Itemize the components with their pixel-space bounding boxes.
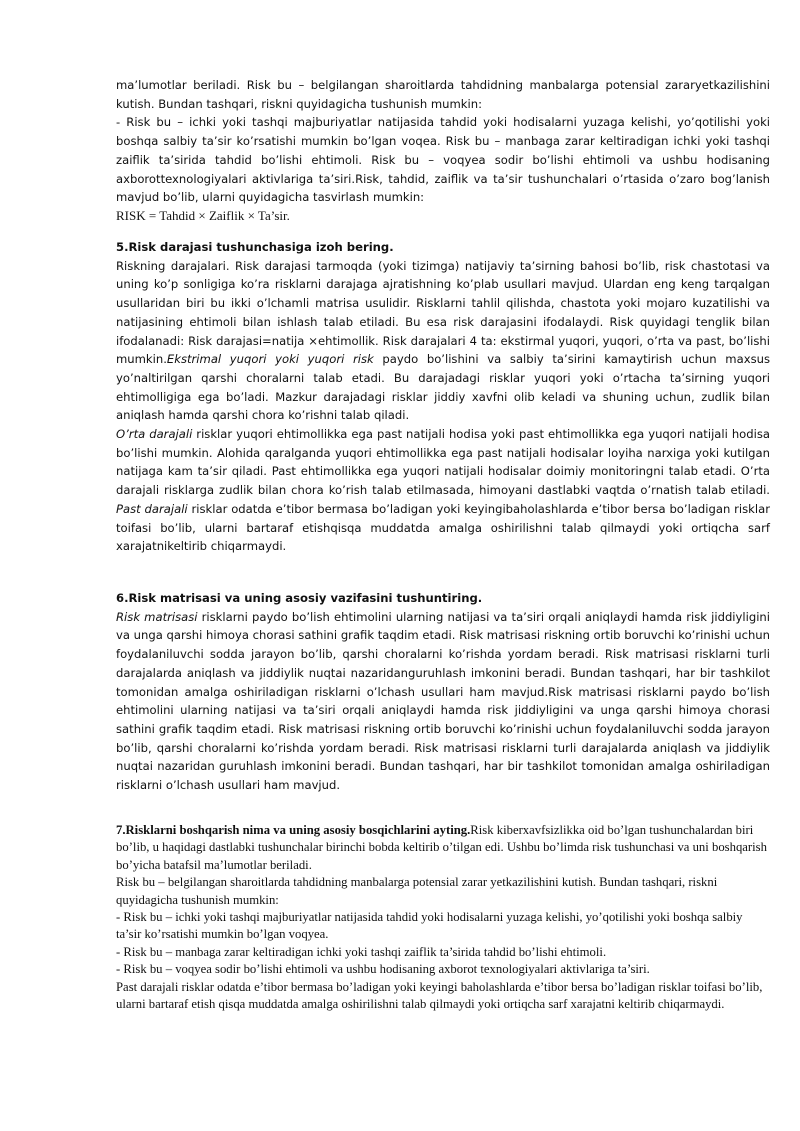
section-5-paragraph-2: O’rta darajali risklar yuqori ehtimollikka ega past natijali hodisa yoki past ehtimollikka ega yuqori natijali hodisa bo’lishi mumkin. Alohida qaralganda yuqori ehtimollikka ega past natijali hodisalar loyiha narxiga yoki kutilgan natijaga kam ta’sir qiladi. Past ehtimollikka ega yuqori natijali hodisalar doimiy monitoringni talab etadi. O’rta darajali risklarga zudlik bilan chora ko’rish talab etilmasada, himoyani dastlabki vaqtda o’rnatish talab etiladi. Past darajali risklar odatda e’tibor bermasa bo’ladigan yoki keyingibaholashlarda e’tibor bersa bo’ladigan risklar toifasi bo’lib, ularni bartaraf etishqisqa muddatda amalga oshirilishni talab qilmaydi yoki ortiqcha sarf xarajatnikeltirib chiqarmaydi. [116,427,770,554]
intro-block [116,76,770,226]
section-7-paragraph-3: Past darajali risklar odatda e’tibor bermasa bo’ladigan yoki keyingi baholashlarda e’tibor bersa bo’ladigan risklar toifasi bo’lib, ularni bartaraf etish qisqa muddatda amalga oshirilishni talab qilmaydi yoki ortiqcha sarf xarajatni keltirib chiqarmaydi. [116,979,763,1012]
section-5 [116,238,770,556]
intro-paragraph: ma’lumotlar beriladi. Risk bu – belgilangan sharoitlarda tahdidning manbalarga potensial zararyetkazilishini kutish. Bundan tashqari, riskni quyidagicha tushunish mumkin: [116,78,770,111]
low-risk-term: Past darajali [116,501,188,516]
extreme-risk-term: Ekstrimal yuqori yoki yuqori risk [166,352,374,367]
section-7-heading: 7.Risklarni boshqarish nima va uning asosiy bosqichlarini ayting. [116,823,471,837]
list-item: - Risk bu – voqyea sodir bo’lishi ehtimoli va ushbu hodisaning axborot texnologiyalari aktivlariga ta’siri. [116,962,650,977]
section-6-paragraph: Risk matrisasi risklarni paydo bo’lish ehtimolini ularning natijasi va ta’siri orqali aniqlaydi hamda risk jiddiyligini va unga qarshi himoya chorasi sathini grafik taqdim etadi. Risk matrisasi riskning ortib boruvchi ko’rinishi uchun foydalaniluvchi sodda jarayon bo’lib, qarshi choralarni ko’rishda yordam beradi. Risk matrisasi risklarni turli darajalarda aniqlash va jiddiylik nuqtai nazaridanguruhlash imkonini beradi. Bundan tashqari, har bir tashkilot tomonidan amalga oshiriladigan risklarni o’lchash usullari ham mavjud.Risk matrisasi risklarni paydo bo’lish ehtimolini ularning natijasi va ta’siri orqali aniqlaydi hamda risk jiddiyligini va unga qarshi himoya chorasi sathini grafik taqdim etadi. Risk matrisasi riskning ortib boruvchi ko’rinishi uchun foydalaniluvchi sodda jarayon bo’lib, qarshi choralarni ko’rishda yordam beradi. Risk matrisasi risklarni turli darajalarda aniqlash va jiddiylik nuqtai nazaridan guruhlash imkonini beradi. Bundan tashqari, har bir tashkilot tomonidan amalga oshiriladigan risklarni o’lchash usullari ham mavjud. [116,609,770,793]
section-5-paragraph-1: Riskning darajalari. Risk darajasi tarmoqda (yoki tizimga) natijaviy ta’sirning bahosi bo’lib, risk chastotasi va uning ko’p sonligiga ko’ra risklarni darajaga ajratishning ko’plab usullari mavjud. Ulardan eng keng tarqalgan usullaridan biri bu ikki o’lchamli matrisa usulidir. Risklarni tahlil qilishda, chastota yoki mojaro kuzatilishi va natijasining ehtimoli bilan ishlash talab etiladi. Bu esa risk darajasini ifodalaydi. Risk quyidagi tenglik bilan ifodalanadi: Risk darajasi=natija ×ehtimollik. Risk darajalari 4 ta: ekstirmal yuqori, yuqori, o’rta va past, bo’lishi mumkin.Ekstrimal yuqori yoki yuqori risk paydo bo’lishini va salbiy ta’sirini kamaytirish uchun maxsus yo’naltirilgan qarshi choralarni talab etadi. Bu darajadagi risklar yuqori yoki o’rtacha ta’sirning yuqori ehtimolligiga ega bo’ladi. Mazkur darajadagi risklar jiddiy xavfni olib keladi va shuning uchun, zudlik bilan aniqlash hamda qarshi chora ko’rishni talab qiladi. [116,258,770,423]
section-7 [116,822,770,1013]
risk-formula: RISK = Tahdid × Zaiflik × Ta’sir. [116,207,290,223]
intro-risk-definition: - Risk bu – ichki yoki tashqi majburiyatlar natijasida tahdid yoki hodisalarni yuzaga kelishi, yo’qotilishi yoki boshqa salbiy ta’sir ko’rsatishi mumkin bo’lgan voqea. Risk bu – manbaga zarar keltiradigan ichki yoki tashqi zaiflik ta’sirida tahdid bo’lishi ehtimoli. Risk bu – voqyea sodir bo’lishi ehtimoli va ushbu hodisaning axborottexnologiyalari aktivlariga ta’siri.Risk, tahdid, zaiflik va ta’sir tushunchalari o’rtasida o’zaro bog’lanish mavjud bo’lib, ularni quyidagicha tasvirlash mumkin: [116,115,770,205]
risk-matrix-term: Risk matrisasi [116,609,198,624]
section-6-heading: 6.Risk matrisasi va uning asosiy vazifasini tushuntiring. [116,591,483,605]
list-item: - Risk bu – ichki yoki tashqi majburiyatlar natijasida tahdid yoki hodisalarni yuzaga kelishi, yo’qotilishi yoki boshqa salbiy ta’sir ko’rsatishi mumkin bo’lgan voqyea. [116,910,743,942]
list-item: - Risk bu – manbaga zarar keltiradigan ichki yoki tashqi zaiflik ta’sirida tahdid bo’lishi ehtimoli. [116,944,607,959]
medium-risk-term: O’rta darajali [116,427,193,442]
section-6 [116,589,770,795]
section-7-paragraph-1: 7.Risklarni boshqarish nima va uning asosiy bosqichlarini ayting.Risk kiberxavfsizlikka oid bo’lgan tushunchalardan biri bo’lib, u haqidagi dastlabki tushunchalar birinchi bobda keltirib o’tilgan edi. Ushbu bo’limda risk tushunchasi va uni boshqarish bo’yicha batafsil ma’lumotlar beriladi. [116,823,767,872]
section-5-heading: 5.Risk darajasi tushunchasiga izoh bering. [116,240,394,254]
section-7-paragraph-2: Risk bu – belgilangan sharoitlarda tahdidning manbalarga potensial zarar yetkazilishini kutish. Bundan tashqari, riskni quyidagicha tushunish mumkin: [116,875,718,907]
